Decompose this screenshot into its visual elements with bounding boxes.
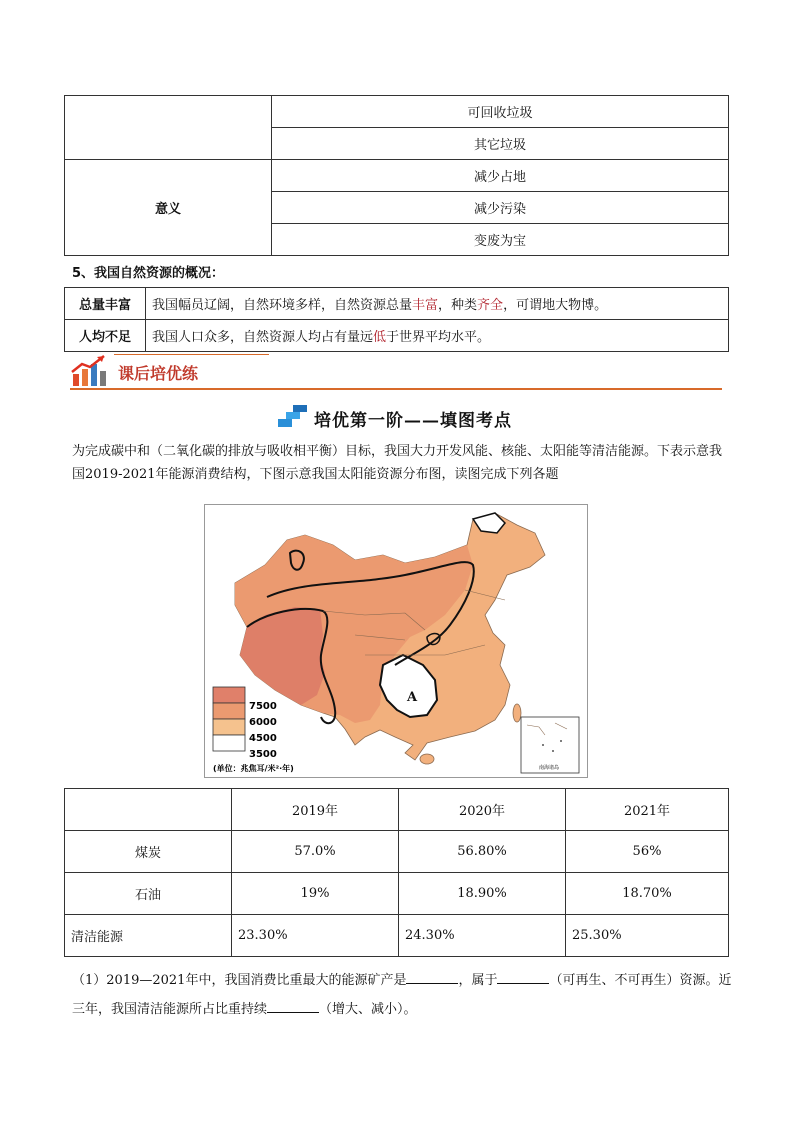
legend-value: 7500 (249, 701, 277, 712)
answer-blank[interactable] (497, 970, 549, 984)
legend-value: 6000 (249, 717, 277, 728)
table-cell-label-empty (65, 96, 272, 160)
garbage-table (64, 95, 729, 256)
table-header-cell: 2020年 (399, 789, 566, 831)
legend-unit: (单位：兆焦耳/米²·年) (213, 764, 294, 773)
table-cell-key: 人均不足 (65, 320, 146, 352)
table-cell: 其它垃圾 (272, 128, 729, 160)
solar-map (204, 504, 588, 778)
table-row (65, 873, 729, 915)
subheading-text: 培优第一阶——填图考点 (314, 411, 512, 431)
table-row (65, 915, 729, 957)
table-cell: 23.30% (232, 915, 399, 957)
resources-table (64, 287, 729, 352)
map-label-a: A (407, 690, 418, 705)
legend-swatch (213, 735, 245, 751)
table-cell: 57.0% (232, 831, 399, 873)
steps-icon (278, 404, 308, 428)
table-cell: 煤炭 (65, 831, 232, 873)
table-cell: 可回收垃圾 (272, 96, 729, 128)
table-row (65, 320, 729, 352)
table-cell: 减少占地 (272, 160, 729, 192)
table-cell: 变废为宝 (272, 224, 729, 256)
table-cell: 石油 (65, 873, 232, 915)
inset-label: 南海诸岛 (538, 765, 560, 771)
table-row (65, 288, 729, 320)
subheading (272, 404, 532, 430)
table-cell: 减少污染 (272, 192, 729, 224)
table-cell-value: 我国幅员辽阔，自然环境多样，自然资源总量丰富，种类齐全，可谓地大物博。 (146, 288, 729, 320)
question-1: （1）2019—2021年中，我国消费比重最大的能源矿产是 ，属于 （可再生、不可再生）资源。近三年，我国清洁能源所占比重持续 （增大、减小）。 (72, 966, 732, 1024)
energy-table (64, 788, 729, 957)
intro-paragraph: 为完成碳中和（二氧化碳的排放与吸收相平衡）目标，我国大力开发风能、核能、太阳能等清洁能源。下表示意我国2019-2021年能源消费结构，下图示意我国太阳能资源分布图，读图完成下列各题 (72, 444, 723, 482)
answer-blank[interactable] (406, 970, 458, 984)
table-header-row (65, 789, 729, 831)
banner-title: 课后培优练 (118, 364, 199, 383)
table-header-cell (65, 789, 232, 831)
table-cell: 56.80% (399, 831, 566, 873)
table-header-cell: 2021年 (566, 789, 729, 831)
table-cell: 18.90% (399, 873, 566, 915)
legend-swatch (213, 687, 245, 703)
table-cell-key: 总量丰富 (65, 288, 146, 320)
table-cell: 19% (232, 873, 399, 915)
china-solar-map (205, 505, 587, 777)
section-banner (70, 352, 725, 388)
table-cell-value: 我国人口众多，自然资源人均占有量远低于世界平均水平。 (146, 320, 729, 352)
table-cell: 18.70% (566, 873, 729, 915)
legend-value: 4500 (249, 733, 277, 744)
legend-value: 3500 (249, 749, 277, 760)
answer-blank[interactable] (267, 999, 319, 1013)
table-cell-label-meaning: 意义 (65, 160, 272, 256)
table-row (65, 831, 729, 873)
table-cell: 25.30% (566, 915, 729, 957)
section-heading: 5、我国自然资源的概况： (72, 266, 225, 281)
table-header-cell: 2019年 (232, 789, 399, 831)
table-cell: 清洁能源 (65, 915, 232, 957)
table-cell: 24.30% (399, 915, 566, 957)
legend-swatch (213, 703, 245, 719)
table-cell: 56% (566, 831, 729, 873)
legend-swatch (213, 719, 245, 735)
chart-growth-icon (70, 354, 110, 388)
